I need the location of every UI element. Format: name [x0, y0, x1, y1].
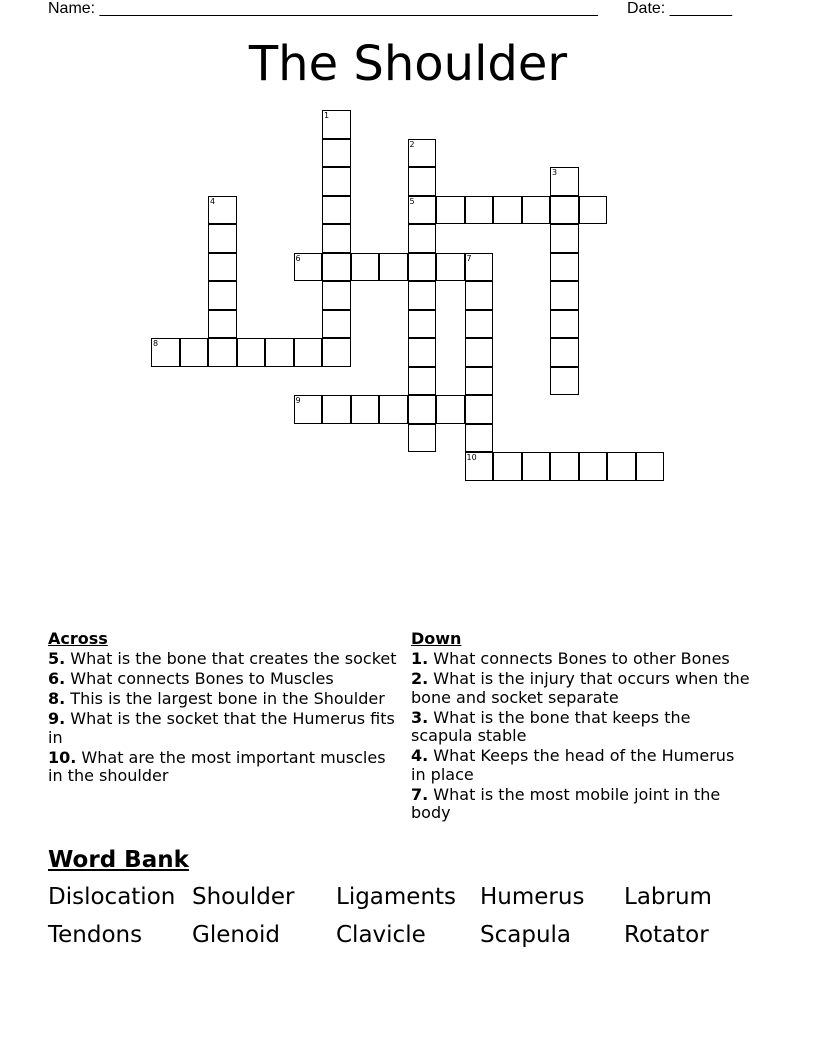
clue-number: 8 — [153, 339, 159, 348]
clue-number: 4 — [210, 196, 216, 206]
clue-number: 9 — [295, 396, 301, 405]
clue-number: 2 — [409, 139, 415, 149]
crossword-cell[interactable] — [294, 253, 323, 282]
name-field[interactable]: Name: ________________________________________________________ — [48, 0, 598, 17]
crossword-cell[interactable] — [322, 253, 351, 282]
crossword-cell[interactable] — [208, 224, 237, 253]
word-bank-item: Scapula — [480, 922, 572, 948]
crossword-cell[interactable] — [408, 338, 437, 367]
crossword-cell[interactable] — [408, 395, 437, 424]
crossword-cell[interactable] — [208, 338, 237, 367]
crossword-cell[interactable] — [465, 367, 494, 396]
crossword-cell[interactable] — [465, 253, 494, 282]
crossword-cell[interactable] — [408, 310, 437, 339]
crossword-cell[interactable] — [322, 310, 351, 339]
clue-number: 1 — [324, 111, 330, 120]
clue-number: 10 — [466, 453, 477, 462]
crossword-cell[interactable] — [522, 196, 551, 225]
clue-down-2: 2. What is the injury that occurs when the bone and socket separate — [411, 669, 750, 707]
crossword-cell[interactable] — [550, 367, 579, 396]
word-bank-item: Humerus — [480, 884, 585, 910]
crossword-cell[interactable] — [322, 281, 351, 310]
clue-number: 6 — [295, 253, 301, 263]
crossword-cell[interactable] — [465, 424, 494, 453]
word-bank-item: Tendons — [48, 922, 143, 948]
crossword-cell[interactable] — [579, 452, 608, 481]
crossword-cell[interactable] — [408, 253, 437, 282]
word-bank-item: Clavicle — [336, 922, 426, 948]
crossword-cell[interactable] — [294, 395, 323, 424]
clue-down-1: 1. What connects Bones to other Bones — [411, 649, 730, 668]
crossword-cell[interactable] — [180, 338, 209, 367]
crossword-cell[interactable] — [322, 196, 351, 225]
crossword-cell[interactable] — [579, 196, 608, 225]
crossword-cell[interactable] — [294, 338, 323, 367]
crossword-cell[interactable] — [408, 167, 437, 196]
crossword-cell[interactable] — [465, 196, 494, 225]
crossword-cell[interactable] — [493, 196, 522, 225]
crossword-cell[interactable] — [151, 338, 180, 367]
crossword-cell[interactable] — [550, 452, 579, 481]
across-heading: Across — [48, 629, 108, 648]
crossword-cell[interactable] — [550, 253, 579, 282]
clue-down-4: 4. What Keeps the head of the Humerus in place — [411, 746, 735, 784]
crossword-cell[interactable] — [550, 224, 579, 253]
crossword-cell[interactable] — [379, 395, 408, 424]
crossword-cell[interactable] — [550, 196, 579, 225]
clue-down-3: 3. What is the bone that keeps the scapula stable — [411, 707, 691, 745]
crossword-cell[interactable] — [351, 395, 380, 424]
crossword-cell[interactable] — [436, 395, 465, 424]
crossword-cell[interactable] — [636, 452, 665, 481]
crossword-cell[interactable] — [550, 310, 579, 339]
clue-number: 3 — [552, 168, 558, 177]
down-clues — [411, 630, 751, 823]
crossword-cell[interactable] — [322, 139, 351, 168]
word-bank-item: Ligaments — [336, 884, 457, 910]
crossword-cell[interactable] — [436, 253, 465, 282]
crossword-cell[interactable] — [208, 281, 237, 310]
crossword-cell[interactable] — [436, 196, 465, 225]
clue-across-6: 6. What connects Bones to Muscles — [48, 669, 334, 688]
clue-across-10: 10. What are the most important muscles in the shoulder — [48, 747, 386, 785]
crossword-cell[interactable] — [408, 196, 437, 225]
crossword-cell[interactable] — [465, 310, 494, 339]
crossword-cell[interactable] — [265, 338, 294, 367]
crossword-cell[interactable] — [408, 367, 437, 396]
clue-across-8: 8. This is the largest bone in the Shoulder — [48, 689, 385, 708]
crossword-cell[interactable] — [408, 281, 437, 310]
clue-number: 5 — [409, 196, 415, 206]
crossword-cell[interactable] — [493, 452, 522, 481]
word-bank-item: Dislocation — [48, 884, 176, 910]
crossword-cell[interactable] — [408, 224, 437, 253]
crossword-cell[interactable] — [522, 452, 551, 481]
crossword-cell[interactable] — [465, 395, 494, 424]
word-bank-item: Labrum — [624, 884, 712, 910]
crossword-cell[interactable] — [322, 395, 351, 424]
crossword-cell[interactable] — [408, 139, 437, 168]
crossword-cell[interactable] — [408, 424, 437, 453]
crossword-cell[interactable] — [322, 338, 351, 367]
crossword-cell[interactable] — [208, 310, 237, 339]
clue-down-7: 7. What is the most mobile joint in the body — [411, 784, 721, 822]
crossword-cell[interactable] — [208, 253, 237, 282]
crossword-cell[interactable] — [465, 338, 494, 367]
word-bank-title: Word Bank — [48, 847, 189, 873]
word-bank-item: Shoulder — [192, 884, 295, 910]
crossword-cell[interactable] — [322, 167, 351, 196]
crossword-cell[interactable] — [550, 167, 579, 196]
crossword-cell[interactable] — [465, 281, 494, 310]
crossword-cell[interactable] — [550, 281, 579, 310]
date-field[interactable]: Date: _______ — [627, 0, 732, 17]
crossword-cell[interactable] — [322, 110, 351, 139]
crossword-cell[interactable] — [208, 196, 237, 225]
crossword-cell[interactable] — [465, 452, 494, 481]
page-title: The Shoulder — [248, 36, 568, 92]
clue-across-5: 5. What is the bone that creates the socket — [48, 649, 397, 668]
crossword-cell[interactable] — [322, 224, 351, 253]
clue-number: 7 — [466, 253, 472, 263]
across-clues — [48, 630, 398, 786]
crossword-cell[interactable] — [550, 338, 579, 367]
clue-across-9: 9. What is the socket that the Humerus fits in — [48, 709, 395, 747]
crossword-cell[interactable] — [351, 253, 380, 282]
word-bank-item: Glenoid — [192, 922, 281, 948]
crossword-cell[interactable] — [379, 253, 408, 282]
crossword-cell[interactable] — [607, 452, 636, 481]
word-bank-item: Rotator — [624, 922, 709, 948]
crossword-cell[interactable] — [237, 338, 266, 367]
down-heading: Down — [411, 629, 462, 648]
